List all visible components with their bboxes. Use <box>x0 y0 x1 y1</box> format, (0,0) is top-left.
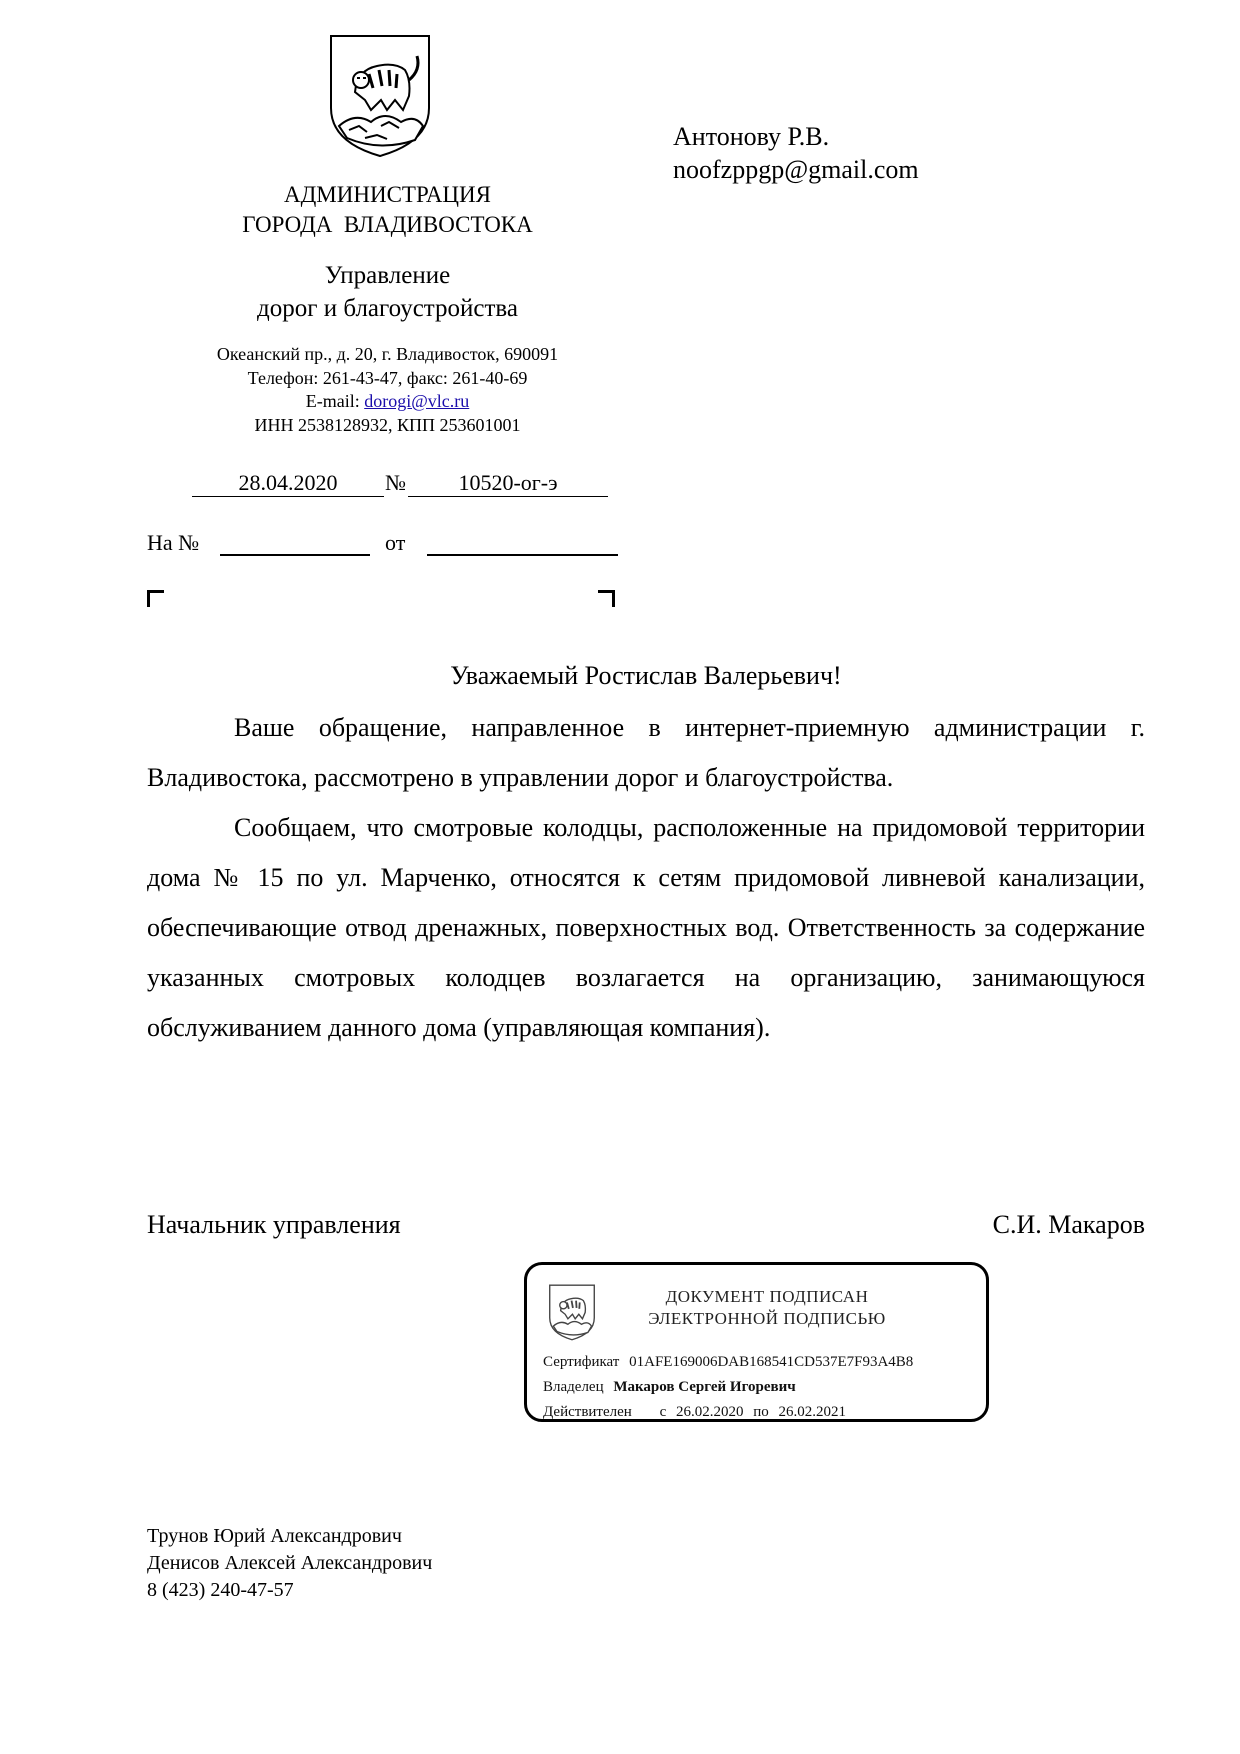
stamp-certificate-row <box>543 1354 913 1371</box>
valid-from-label: с <box>659 1404 667 1420</box>
stamp-owner-row <box>543 1379 796 1396</box>
executor-1: Трунов Юрий Александрович <box>147 1525 402 1547</box>
certificate-label: Сертификат <box>543 1354 620 1370</box>
valid-to-label: по <box>753 1404 769 1420</box>
reply-date-blank <box>427 554 618 556</box>
signer-name: С.И. Макаров <box>992 1210 1145 1239</box>
validity-label: Действителен <box>543 1404 632 1420</box>
executors-block <box>147 1523 432 1604</box>
valid-from-date: 26.02.2020 <box>675 1404 744 1420</box>
org-phones: Телефон: 261-43-47, факс: 261-40-69 <box>247 367 528 388</box>
reply-from-label: от <box>385 530 406 555</box>
dept-line-1: Управление <box>324 262 451 289</box>
recipient-email: noofzppgp@gmail.com <box>673 155 919 184</box>
stamp-validity-row <box>543 1404 846 1421</box>
owner-value: Макаров Сергей Игоревич <box>613 1379 796 1395</box>
executor-2: Денисов Алексей Александрович <box>147 1552 433 1574</box>
org-email-line <box>160 390 615 414</box>
stamp-title <box>647 1286 887 1330</box>
recipient-block <box>673 120 919 186</box>
dept-line-2: дорог и благоустройства <box>257 295 518 322</box>
corner-mark-right <box>598 590 615 607</box>
stamp-coat-of-arms-icon <box>547 1281 597 1343</box>
org-email-link[interactable]: dorogi@vlc.ru <box>364 391 470 411</box>
organization-name <box>190 180 585 240</box>
org-line-2: ГОРОДА ВЛАДИВОСТОКА <box>242 212 533 237</box>
letter-body <box>147 703 1145 1053</box>
recipient-name: Антонову Р.В. <box>673 122 830 151</box>
outgoing-number: 10520-ог-э <box>458 470 558 495</box>
signer-position: Начальник управления <box>147 1210 401 1239</box>
salutation: Уважаемый Ростислав Валерьевич! <box>450 661 842 690</box>
certificate-value: 01AFE169006DAB168541CD537E7F93A4B8 <box>629 1354 914 1370</box>
owner-label: Владелец <box>543 1379 604 1395</box>
corner-mark-left <box>147 590 164 607</box>
stamp-title-line-2: ЭЛЕКТРОННОЙ ПОДПИСЬЮ <box>648 1309 886 1328</box>
valid-to-date: 26.02.2021 <box>778 1404 847 1420</box>
stamp-title-line-1: ДОКУМЕНТ ПОДПИСАН <box>665 1287 869 1306</box>
city-coat-of-arms-icon <box>325 30 435 160</box>
email-label: E-mail: <box>305 391 365 411</box>
reply-number-blank <box>220 554 370 556</box>
org-address: Океанский пр., д. 20, г. Владивосток, 690091 <box>216 344 559 364</box>
outgoing-date-field <box>192 470 384 497</box>
body-paragraph: Ваше обращение, направленное в интернет-приемную администрации г. Владивостока, рассмотрено в управлении дорог и благоустройства. <box>147 713 1145 792</box>
outgoing-number-label: № <box>385 470 406 495</box>
electronic-signature-stamp <box>524 1262 989 1422</box>
body-paragraph: Сообщаем, что смотровые колодцы, расположенные на придомовой территории дома № 15 по ул. Марченко, относятся к сетям придомовой ливневой канализации, обеспечивающие отвод дренажных, поверхностных вод. Ответственность за содержание указанных смотровых колодцев возлагается на организацию, занимающуюся обслуживанием данного дома (управляющая компания). <box>147 813 1145 1042</box>
org-inn-kpp: ИНН 2538128932, КПП 253601001 <box>254 414 521 435</box>
department-name <box>190 259 585 325</box>
outgoing-number-field <box>408 470 608 497</box>
org-line-1: АДМИНИСТРАЦИЯ <box>284 182 491 207</box>
outgoing-date: 28.04.2020 <box>238 470 338 495</box>
org-contacts <box>160 343 615 437</box>
executor-phone: 8 (423) 240-47-57 <box>147 1579 294 1601</box>
reply-number-label: На № <box>147 530 200 555</box>
